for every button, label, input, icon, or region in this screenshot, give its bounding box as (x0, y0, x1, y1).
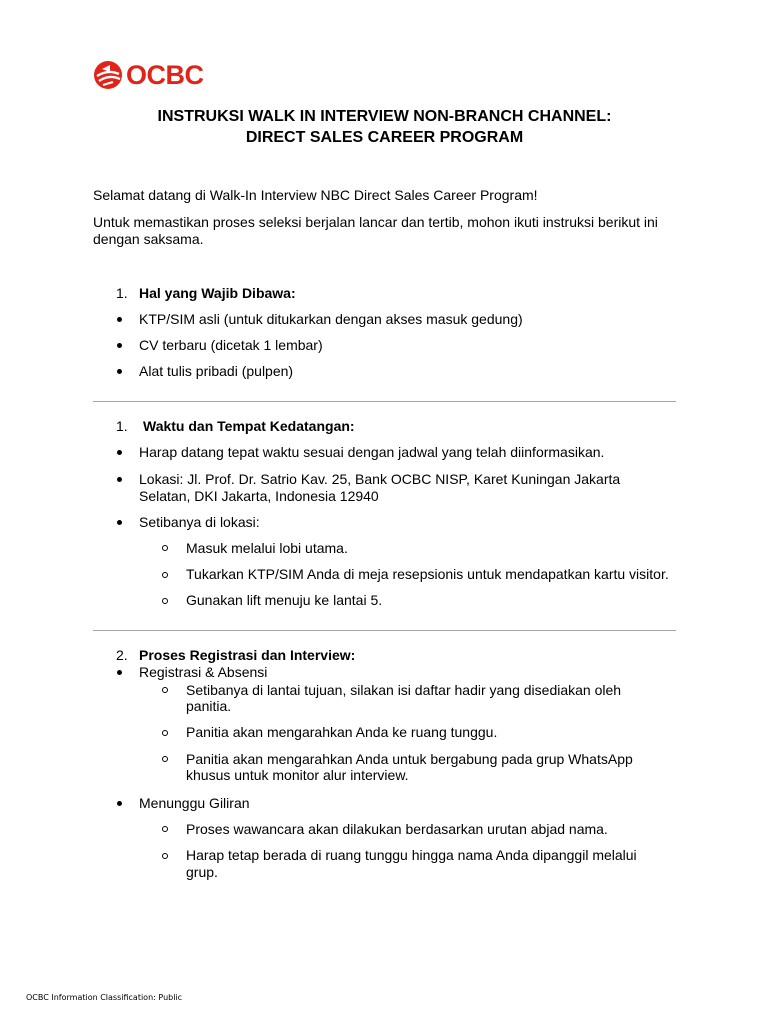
list-item: Alat tulis pribadi (pulpen) (139, 363, 294, 379)
page-title-line1: INSTRUKSI WALK IN INTERVIEW NON-BRANCH CHANNEL: (157, 108, 612, 125)
sub-bullet-icon (162, 572, 168, 578)
section1-number: 1. (116, 285, 128, 301)
bullet-icon (117, 520, 122, 525)
divider (93, 401, 676, 402)
sub-bullet-icon (162, 598, 168, 604)
sub-list-item: Proses wawancara akan dilakukan berdasarkan urutan abjad nama. (186, 821, 608, 837)
bullet-icon (117, 477, 122, 482)
list-item: CV terbaru (dicetak 1 lembar) (139, 337, 323, 353)
ocbc-logo (93, 60, 204, 90)
sub-bullet-icon (162, 687, 168, 693)
list-item: Setibanya di lokasi: (139, 514, 260, 530)
instruction-line-1: Untuk memastikan proses seleksi berjalan lancar dan tertib, mohon ikuti instruksi berikut ini (93, 214, 658, 230)
section3-number: 2. (116, 647, 128, 663)
list-item: KTP/SIM asli (untuk ditukarkan dengan akses masuk gedung) (139, 311, 523, 327)
list-item: Harap datang tepat waktu sesuai dengan jadwal yang telah diinformasikan. (139, 444, 605, 460)
sub-bullet-icon (162, 853, 168, 859)
classification-footer: OCBC Information Classification: Public (26, 993, 183, 1002)
sub-list-item: Harap tetap berada di ruang tunggu hingga nama Anda dipanggil melalui (186, 847, 637, 863)
list-item: Lokasi: Jl. Prof. Dr. Satrio Kav. 25, Bank OCBC NISP, Karet Kuningan Jakarta (139, 471, 621, 487)
sub-list-item: Masuk melalui lobi utama. (186, 540, 348, 556)
instruction-line-2: dengan saksama. (93, 231, 204, 247)
sub-list-item-continuation: panitia. (186, 698, 232, 714)
section1-heading: Hal yang Wajib Dibawa: (139, 285, 296, 301)
sub-list-item: Panitia akan mengarahkan Anda ke ruang tunggu. (186, 724, 498, 740)
sub-list-item: Panitia akan mengarahkan Anda untuk bergabung pada grup WhatsApp (186, 751, 633, 767)
ocbc-emblem-icon (93, 60, 123, 90)
bullet-icon (117, 450, 122, 455)
section3-heading: Proses Registrasi dan Interview: (139, 647, 356, 663)
sub-bullet-icon (162, 730, 168, 736)
page-title-line2: DIRECT SALES CAREER PROGRAM (245, 129, 524, 146)
list-item: Menunggu Giliran (139, 795, 250, 811)
welcome-text: Selamat datang di Walk-In Interview NBC Direct Sales Career Program! (93, 187, 538, 203)
list-item: Registrasi & Absensi (139, 664, 268, 680)
sub-list-item-continuation: grup. (186, 864, 218, 880)
bullet-icon (117, 801, 122, 806)
bullet-icon (117, 369, 122, 374)
bullet-icon (117, 670, 122, 675)
sub-list-item: Setibanya di lantai tujuan, silakan isi daftar hadir yang disediakan oleh (186, 682, 622, 698)
divider (93, 630, 676, 631)
sub-bullet-icon (162, 756, 168, 762)
sub-bullet-icon (162, 826, 168, 832)
bullet-icon (117, 343, 122, 348)
section2-heading: Waktu dan Tempat Kedatangan: (143, 418, 355, 434)
sub-list-item: Gunakan lift menuju ke lantai 5. (186, 592, 383, 608)
brand-name: OCBC (126, 60, 204, 90)
sub-list-item: Tukarkan KTP/SIM Anda di meja resepsionis untuk mendapatkan kartu visitor. (186, 566, 669, 582)
sub-bullet-icon (162, 545, 168, 551)
sub-list-item-continuation: khusus untuk monitor alur interview. (186, 767, 409, 783)
section2-number: 1. (116, 418, 128, 434)
list-item-continuation: Selatan, DKI Jakarta, Indonesia 12940 (139, 488, 379, 504)
bullet-icon (117, 317, 122, 322)
